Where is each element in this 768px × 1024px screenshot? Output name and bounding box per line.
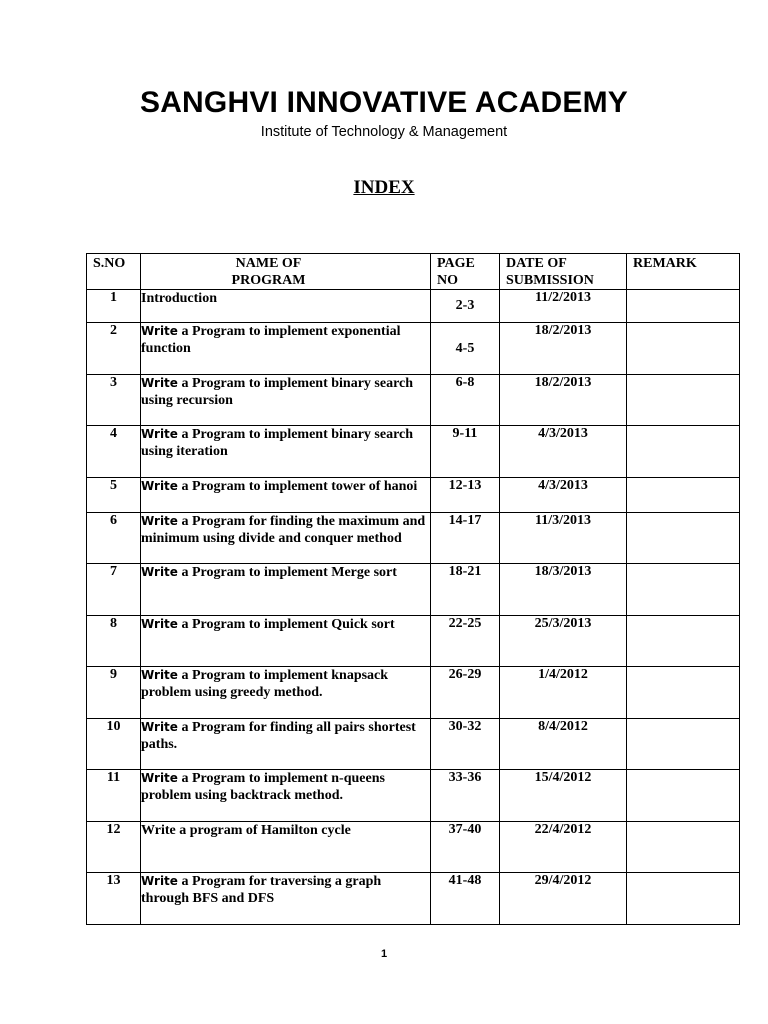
cell-date: 4/3/2013 (500, 426, 627, 478)
cell-program-name (141, 822, 431, 873)
cell-sno: 5 (87, 478, 141, 513)
cell-date: 22/4/2012 (500, 822, 627, 873)
cell-program-text: a Program to implement binary search using recursion (141, 376, 414, 408)
cell-date: 18/2/2013 (500, 375, 627, 426)
cell-program-text: a Program to implement Merge sort (177, 565, 397, 580)
table-row (87, 513, 740, 564)
index-heading: INDEX (353, 177, 415, 198)
cell-program-text: a Program to implement knapsack problem using greedy method. (141, 668, 389, 700)
index-table (86, 253, 740, 925)
table-row (87, 616, 740, 667)
cell-sno: 6 (87, 513, 141, 564)
cell-program-prefix: Write (141, 617, 178, 631)
column-header-name (141, 254, 431, 290)
document-subtitle: Institute of Technology & Management (260, 124, 508, 140)
cell-program-prefix: Write (141, 771, 178, 785)
cell-date: 18/2/2013 (500, 323, 627, 375)
cell-sno: 1 (87, 290, 141, 323)
cell-program-text: Write a program of Hamilton cycle (141, 823, 351, 838)
cell-program-name (141, 375, 431, 426)
cell-page: 9-11 (431, 426, 500, 478)
cell-program-prefix: Write (141, 376, 178, 390)
cell-program-text: a Program for finding all pairs shortest paths. (141, 720, 416, 752)
cell-program-text: a Program for finding the maximum and minimum using divide and conquer method (141, 514, 426, 546)
cell-page: 37-40 (431, 822, 500, 873)
cell-page: 14-17 (431, 513, 500, 564)
cell-page: 18-21 (431, 564, 500, 616)
cell-remark (627, 667, 740, 719)
cell-remark (627, 564, 740, 616)
column-header-name-line2: PROGRAM (231, 273, 306, 288)
column-header-page (431, 254, 500, 290)
cell-page: 4-5 (431, 323, 500, 375)
cell-sno: 2 (87, 323, 141, 375)
cell-page: 26-29 (431, 667, 500, 719)
column-header-date-line1: DATE OF (506, 256, 567, 271)
table-row (87, 426, 740, 478)
column-header-remark: REMARK (627, 254, 740, 290)
cell-date: 4/3/2013 (500, 478, 627, 513)
cell-date: 15/4/2012 (500, 770, 627, 822)
cell-date: 11/2/2013 (500, 290, 627, 323)
cell-sno: 3 (87, 375, 141, 426)
column-header-sno: S.NO (87, 254, 141, 290)
cell-program-prefix: Write (141, 720, 178, 734)
cell-date: 29/4/2012 (500, 873, 627, 925)
cell-date: 25/3/2013 (500, 616, 627, 667)
cell-page: 33-36 (431, 770, 500, 822)
column-header-date (500, 254, 627, 290)
cell-remark (627, 375, 740, 426)
column-header-name-line1: NAME OF (235, 256, 302, 271)
table-row (87, 822, 740, 873)
cell-sno: 8 (87, 616, 141, 667)
table-row (87, 770, 740, 822)
cell-program-text: a Program to implement tower of hanoi (177, 479, 418, 494)
cell-program-text: a Program to implement exponential function (141, 324, 401, 356)
cell-program-text: a Program to implement n-queens problem using backtrack method. (141, 771, 385, 803)
cell-page: 12-13 (431, 478, 500, 513)
cell-sno: 9 (87, 667, 141, 719)
table-row (87, 873, 740, 925)
cell-program-prefix: Write (141, 427, 178, 441)
cell-sno: 10 (87, 719, 141, 770)
cell-sno: 11 (87, 770, 141, 822)
cell-program-prefix: Write (141, 324, 178, 338)
cell-program-text: a Program to implement Quick sort (177, 617, 395, 632)
cell-remark (627, 719, 740, 770)
cell-program-prefix: Write (141, 479, 178, 493)
cell-program-name (141, 513, 431, 564)
cell-remark (627, 478, 740, 513)
table-row (87, 323, 740, 375)
column-header-date-line2: SUBMISSION (506, 273, 594, 288)
cell-program-name (141, 290, 431, 323)
page-number: 1 (380, 948, 388, 960)
column-header-page-line2: NO (437, 273, 458, 288)
cell-page: 6-8 (431, 375, 500, 426)
cell-sno: 4 (87, 426, 141, 478)
cell-remark (627, 426, 740, 478)
cell-program-prefix: Write (141, 874, 178, 888)
cell-date: 1/4/2012 (500, 667, 627, 719)
cell-page: 2-3 (431, 290, 500, 323)
cell-sno: 12 (87, 822, 141, 873)
document-title: SANGHVI INNOVATIVE ACADEMY (139, 86, 628, 119)
cell-program-name (141, 478, 431, 513)
cell-sno: 13 (87, 873, 141, 925)
cell-date: 8/4/2012 (500, 719, 627, 770)
cell-program-prefix: Write (141, 565, 178, 579)
cell-page: 30-32 (431, 719, 500, 770)
cell-program-text: Introduction (141, 291, 217, 306)
cell-page: 41-48 (431, 873, 500, 925)
cell-remark (627, 822, 740, 873)
cell-program-name (141, 873, 431, 925)
cell-program-prefix: Write (141, 668, 178, 682)
cell-date: 18/3/2013 (500, 564, 627, 616)
cell-sno: 7 (87, 564, 141, 616)
table-row (87, 667, 740, 719)
cell-page: 22-25 (431, 616, 500, 667)
column-header-page-line1: PAGE (437, 256, 475, 271)
table-row (87, 478, 740, 513)
cell-program-name (141, 616, 431, 667)
cell-remark (627, 513, 740, 564)
cell-program-text: a Program to implement binary search using iteration (141, 427, 414, 459)
cell-program-name (141, 323, 431, 375)
cell-program-name (141, 564, 431, 616)
cell-program-name (141, 667, 431, 719)
cell-remark (627, 290, 740, 323)
table-header-row (87, 254, 740, 290)
cell-remark (627, 873, 740, 925)
cell-program-name (141, 770, 431, 822)
cell-date: 11/3/2013 (500, 513, 627, 564)
cell-program-text: a Program for traversing a graph through BFS and DFS (141, 874, 382, 906)
cell-remark (627, 616, 740, 667)
cell-remark (627, 770, 740, 822)
index-table-body (87, 290, 740, 925)
cell-remark (627, 323, 740, 375)
table-row (87, 564, 740, 616)
cell-program-prefix: Write (141, 514, 178, 528)
table-row (87, 375, 740, 426)
cell-program-name (141, 719, 431, 770)
cell-program-name (141, 426, 431, 478)
table-row (87, 719, 740, 770)
table-row (87, 290, 740, 323)
